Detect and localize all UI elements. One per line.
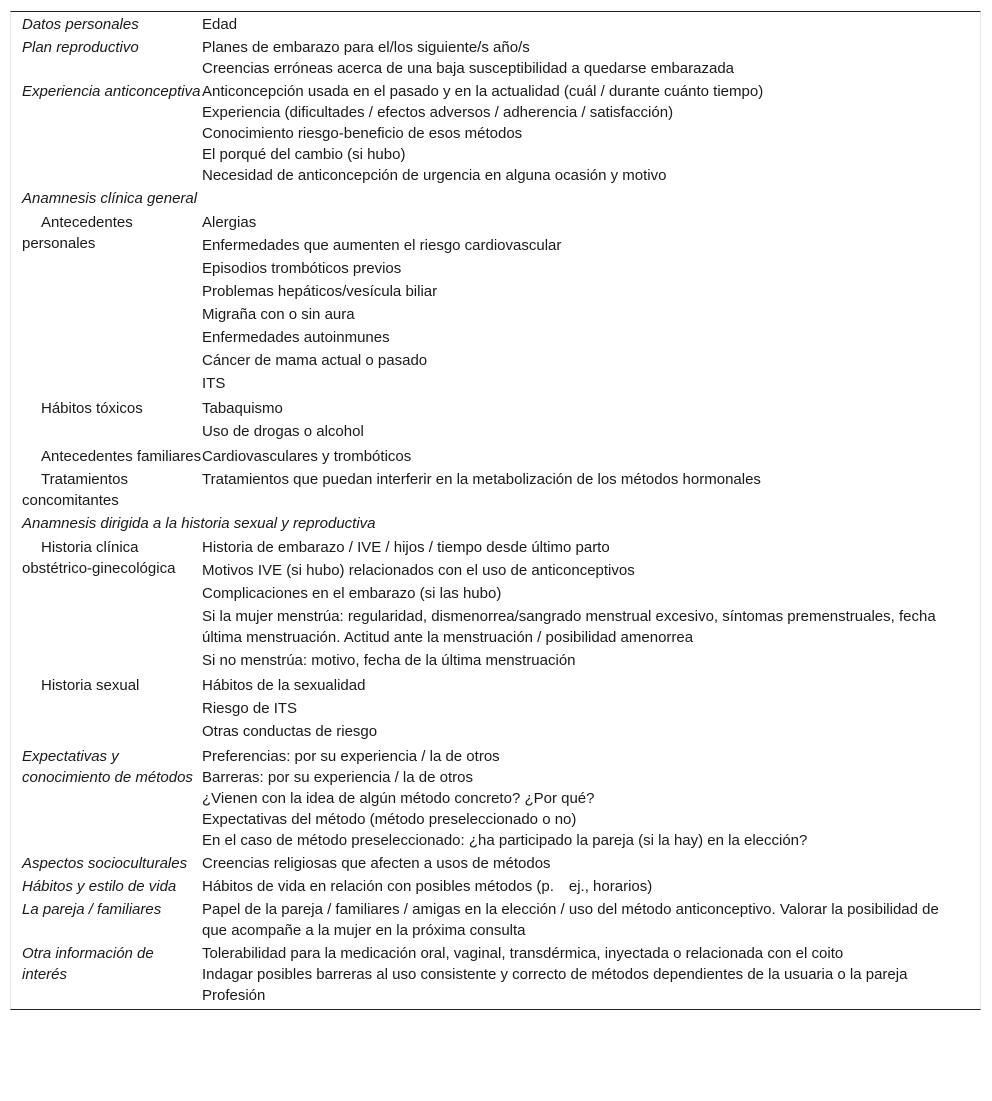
list-item: Uso de drogas o alcohol <box>202 423 364 440</box>
row-label: Antecedentes personales <box>22 214 133 252</box>
row-items <box>202 673 980 744</box>
list-item: Riesgo de ITS <box>202 700 298 717</box>
row-label: Aspectos socioculturales <box>22 855 188 872</box>
list-item: En el caso de método preseleccionado: ¿ha participado la pareja (si la hay) en la elección? <box>202 832 808 849</box>
list-item: Cáncer de mama actual o pasado <box>202 352 428 369</box>
list-item: Enfermedades que aumenten el riesgo cardiovascular <box>202 237 562 254</box>
list-item: Si no menstrúa: motivo, fecha de la última menstruación <box>202 652 576 669</box>
row-label: Historia sexual <box>41 677 140 694</box>
row-items <box>202 444 980 467</box>
list-item: Tratamientos que puedan interferir en la metabolización de los métodos hormonales <box>202 471 761 488</box>
row-label: Experiencia anticonceptiva <box>22 83 201 100</box>
table-row <box>11 874 980 897</box>
table-row <box>11 897 980 941</box>
row-items <box>202 35 980 79</box>
list-item: Tolerabilidad para la medicación oral, vaginal, transdérmica, inyectada o relacionada con el coito <box>202 945 844 962</box>
row-items <box>202 535 980 673</box>
section-heading: Anamnesis dirigida a la historia sexual y reproductiva <box>22 515 376 532</box>
row-items <box>202 851 980 874</box>
row-label: Hábitos y estilo de vida <box>22 878 177 895</box>
section-heading: Anamnesis clínica general <box>22 190 198 207</box>
anamnesis-table <box>10 11 981 1010</box>
row-label: Expectativas y conocimiento de métodos <box>22 748 193 786</box>
list-item: Indagar posibles barreras al uso consistente y correcto de métodos dependientes de la usuaria o la pareja <box>202 966 908 983</box>
list-item: Hábitos de la sexualidad <box>202 677 366 694</box>
list-item: Cardiovasculares y trombóticos <box>202 448 412 465</box>
list-item: Necesidad de anticoncepción de urgencia en alguna ocasión y motivo <box>202 167 667 184</box>
list-item: Si la mujer menstrúa: regularidad, dismenorrea/sangrado menstrual excesivo, síntomas premenstruales, fecha última menstruación. Actitud ante la menstruación / posibilidad amenorrea <box>202 608 936 646</box>
row-items <box>202 396 980 444</box>
list-item: Tabaquismo <box>202 400 283 417</box>
list-item: Experiencia (dificultades / efectos adversos / adherencia / satisfacción) <box>202 104 674 121</box>
list-item: Edad <box>202 16 238 33</box>
list-item: Preferencias: por su experiencia / la de otros <box>202 748 500 765</box>
row-items <box>202 744 980 851</box>
list-item: Anticoncepción usada en el pasado y en la actualidad (cuál / durante cuánto tiempo) <box>202 83 764 100</box>
list-item: Creencias religiosas que afecten a usos de métodos <box>202 855 551 872</box>
row-items <box>202 79 980 186</box>
section-row <box>11 186 980 210</box>
list-item: Barreras: por su experiencia / la de otros <box>202 769 473 786</box>
row-label: Otra información de interés <box>22 945 154 983</box>
row-label: Historia clínica obstétrico-ginecológica <box>22 539 176 577</box>
table-row <box>11 673 980 744</box>
anamnesis-table-grid <box>11 14 980 1006</box>
table-row <box>11 35 980 79</box>
table-row <box>11 444 980 467</box>
table-row <box>11 744 980 851</box>
row-label: Datos personales <box>22 16 139 33</box>
list-item: Alergias <box>202 214 257 231</box>
table-row <box>11 14 980 35</box>
list-item: Enfermedades autoinmunes <box>202 329 390 346</box>
row-items <box>202 897 980 941</box>
row-label: Plan reproductivo <box>22 39 139 56</box>
row-items <box>202 210 980 396</box>
row-items <box>202 467 980 511</box>
list-item: Complicaciones en el embarazo (si las hubo) <box>202 585 502 602</box>
list-item: Profesión <box>202 987 266 1004</box>
list-item: Motivos IVE (si hubo) relacionados con el uso de anticonceptivos <box>202 562 635 579</box>
table-row <box>11 396 980 444</box>
row-label: Tratamientos concomitantes <box>22 471 128 509</box>
table-body <box>11 14 980 1006</box>
row-items <box>202 941 980 1006</box>
table-row <box>11 941 980 1006</box>
row-label: Antecedentes familiares <box>41 448 202 465</box>
table-row <box>11 79 980 186</box>
row-label: La pareja / familiares <box>22 901 162 918</box>
table-row <box>11 851 980 874</box>
list-item: Papel de la pareja / familiares / amigas en la elección / uso del método anticonceptivo. Valorar la posibilidad de que acompañe a la mujer en la próxima consulta <box>202 901 939 939</box>
section-row <box>11 511 980 535</box>
list-item: Migraña con o sin aura <box>202 306 355 323</box>
row-items <box>202 14 980 35</box>
list-item: El porqué del cambio (si hubo) <box>202 146 406 163</box>
list-item: Creencias erróneas acerca de una baja susceptibilidad a quedarse embarazada <box>202 60 735 77</box>
row-items <box>202 874 980 897</box>
list-item: Episodios trombóticos previos <box>202 260 402 277</box>
list-item: ITS <box>202 375 226 392</box>
table-row <box>11 210 980 396</box>
list-item: ¿Vienen con la idea de algún método concreto? ¿Por qué? <box>202 790 595 807</box>
list-item: Expectativas del método (método preseleccionado o no) <box>202 811 577 828</box>
list-item: Conocimiento riesgo-beneficio de esos métodos <box>202 125 523 142</box>
list-item: Problemas hepáticos/vesícula biliar <box>202 283 438 300</box>
row-label: Hábitos tóxicos <box>41 400 143 417</box>
table-row <box>11 535 980 673</box>
list-item: Otras conductas de riesgo <box>202 723 378 740</box>
list-item: Hábitos de vida en relación con posibles métodos (p. ej., horarios) <box>202 878 653 895</box>
list-item: Historia de embarazo / IVE / hijos / tiempo desde último parto <box>202 539 610 556</box>
list-item: Planes de embarazo para el/los siguiente/s año/s <box>202 39 530 56</box>
table-row <box>11 467 980 511</box>
